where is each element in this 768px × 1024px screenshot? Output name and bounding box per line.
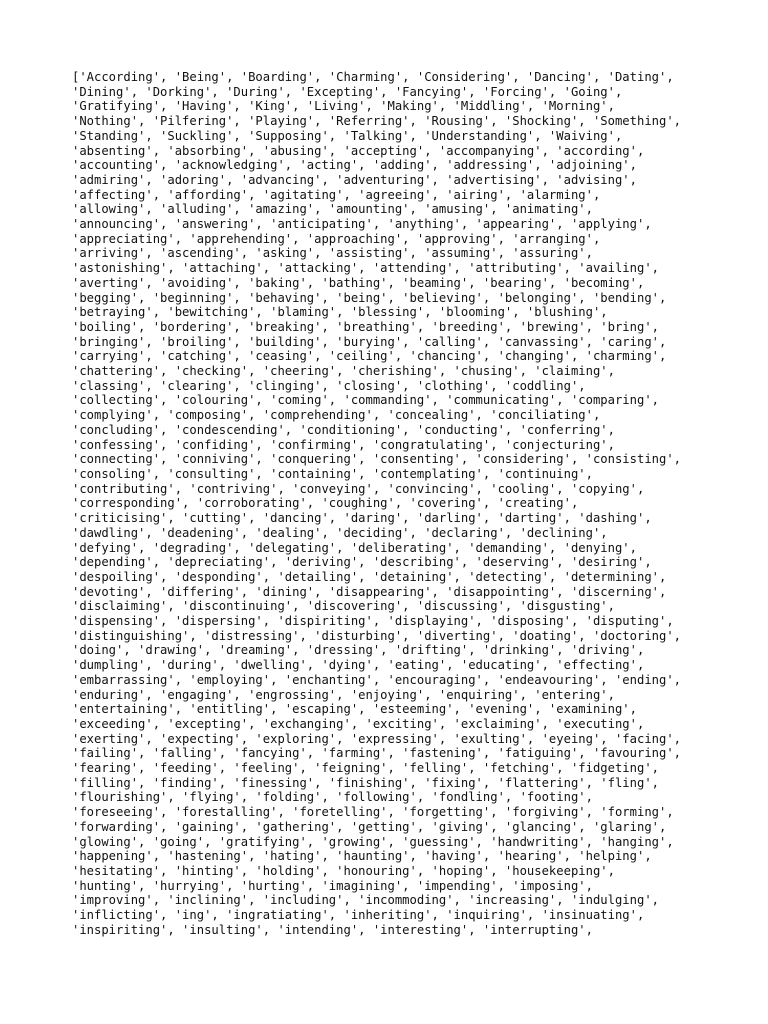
text-line: 'concluding', 'condescending', 'conditioning', 'conducting', 'conferring', xyxy=(72,422,615,437)
text-document xyxy=(72,70,712,937)
text-line: 'confessing', 'confiding', 'confirming', 'congratulating', 'conjecturing', xyxy=(72,437,615,452)
text-line: 'devoting', 'differing', 'dining', 'disappearing', 'disappointing', 'discerning', xyxy=(72,584,667,599)
text-line: 'corresponding', 'corroborating', 'coughing', 'covering', 'creating', xyxy=(72,496,579,511)
text-line: 'Dining', 'Dorking', 'During', 'Excepting', 'Fancying', 'Forcing', 'Going', xyxy=(72,84,623,99)
text-line: 'filling', 'finding', 'finessing', 'finishing', 'fixing', 'flattering', 'fling', xyxy=(72,775,659,790)
text-line: 'distinguishing', 'distressing', 'disturbing', 'diverting', 'doating', 'doctoring', xyxy=(72,628,682,643)
text-line: 'hesitating', 'hinting', 'holding', 'honouring', 'hoping', 'housekeeping', xyxy=(72,863,615,878)
text-line: 'classing', 'clearing', 'clinging', 'closing', 'clothing', 'coddling', xyxy=(72,378,586,393)
text-line: 'exceeding', 'excepting', 'exchanging', 'exciting', 'exclaiming', 'executing', xyxy=(72,716,645,731)
text-line: 'carrying', 'catching', 'ceasing', 'ceiling', 'chancing', 'changing', 'charming', xyxy=(72,349,667,364)
text-line: 'foreseeing', 'forestalling', 'foretelling', 'forgetting', 'forgiving', 'forming', xyxy=(72,805,674,820)
text-line: 'chattering', 'checking', 'cheering', 'cherishing', 'chusing', 'claiming', xyxy=(72,364,615,379)
text-line: 'affecting', 'affording', 'agitating', 'agreeing', 'airing', 'alarming', xyxy=(72,187,601,202)
text-line: 'absenting', 'absorbing', 'abusing', 'accepting', 'accompanying', 'according', xyxy=(72,143,645,158)
text-line: 'fearing', 'feeding', 'feeling', 'feigning', 'felling', 'fetching', 'fidgeting', xyxy=(72,761,659,776)
text-line: 'embarrassing', 'employing', 'enchanting', 'encouraging', 'endeavouring', 'ending', xyxy=(72,672,682,687)
text-line: 'arriving', 'ascending', 'asking', 'assisting', 'assuming', 'assuring', xyxy=(72,246,593,261)
text-line: 'despoiling', 'desponding', 'detailing', 'detaining', 'detecting', 'determining', xyxy=(72,569,667,584)
text-line: 'defying', 'degrading', 'delegating', 'deliberating', 'demanding', 'denying', xyxy=(72,540,637,555)
text-line: 'averting', 'avoiding', 'baking', 'bathing', 'beaming', 'bearing', 'becoming', xyxy=(72,275,645,290)
text-line: ['According', 'Being', 'Boarding', 'Charming', 'Considering', 'Dancing', 'Dating', xyxy=(72,70,674,84)
text-line: 'consoling', 'consulting', 'containing', 'contemplating', 'continuing', xyxy=(72,466,593,481)
text-line: 'forwarding', 'gaining', 'gathering', 'getting', 'giving', 'glancing', 'glaring', xyxy=(72,819,667,834)
text-line: 'bringing', 'broiling', 'building', 'burying', 'calling', 'canvassing', 'caring', xyxy=(72,334,667,349)
text-line: 'collecting', 'colouring', 'coming', 'commanding', 'communicating', 'comparing', xyxy=(72,393,659,408)
text-line: 'criticising', 'cutting', 'dancing', 'daring', 'darling', 'darting', 'dashing', xyxy=(72,511,652,526)
text-line: 'disclaiming', 'discontinuing', 'discovering', 'discussing', 'disgusting', xyxy=(72,599,615,614)
text-line: 'Standing', 'Suckling', 'Supposing', 'Talking', 'Understanding', 'Waiving', xyxy=(72,128,623,143)
text-line: 'boiling', 'bordering', 'breaking', 'breathing', 'breeding', 'brewing', 'bring', xyxy=(72,319,659,334)
text-line: 'allowing', 'alluding', 'amazing', 'amounting', 'amusing', 'animating', xyxy=(72,202,593,217)
text-line: 'inspiriting', 'insulting', 'intending', 'interesting', 'interrupting', xyxy=(72,922,593,937)
text-line: 'dumpling', 'during', 'dwelling', 'dying', 'eating', 'educating', 'effecting', xyxy=(72,658,645,673)
text-line: 'dawdling', 'deadening', 'dealing', 'deciding', 'declaring', 'declining', xyxy=(72,525,608,540)
text-line: 'inflicting', 'ing', 'ingratiating', 'inheriting', 'inquiring', 'insinuating', xyxy=(72,908,645,923)
text-line: 'doing', 'drawing', 'dreaming', 'dressing', 'drifting', 'drinking', 'driving', xyxy=(72,643,645,658)
text-line: 'astonishing', 'attaching', 'attacking', 'attending', 'attributing', 'availing', xyxy=(72,261,659,276)
text-line: 'glowing', 'going', 'gratifying', 'growing', 'guessing', 'handwriting', 'hanging', xyxy=(72,834,674,849)
text-line: 'hunting', 'hurrying', 'hurting', 'imagining', 'impending', 'imposing', xyxy=(72,878,593,893)
text-line: 'begging', 'beginning', 'behaving', 'being', 'believing', 'belonging', 'bending', xyxy=(72,290,667,305)
text-line: 'Nothing', 'Pilfering', 'Playing', 'Referring', 'Rousing', 'Shocking', 'Something', xyxy=(72,114,682,129)
text-line: 'enduring', 'engaging', 'engrossing', 'enjoying', 'enquiring', 'entering', xyxy=(72,687,615,702)
text-line: 'depending', 'depreciating', 'deriving', 'describing', 'deserving', 'desiring', xyxy=(72,555,652,570)
text-line: 'connecting', 'conniving', 'conquering', 'consenting', 'considering', 'consisting', xyxy=(72,452,682,467)
text-line: 'contributing', 'contriving', 'conveying', 'convincing', 'cooling', 'copying', xyxy=(72,481,645,496)
text-line: 'announcing', 'answering', 'anticipating', 'anything', 'appearing', 'applying', xyxy=(72,217,652,232)
text-line: 'Gratifying', 'Having', 'King', 'Living', 'Making', 'Middling', 'Morning', xyxy=(72,99,615,114)
text-line: 'accounting', 'acknowledging', 'acting', 'adding', 'addressing', 'adjoining', xyxy=(72,158,637,173)
text-line: 'flourishing', 'flying', 'folding', 'following', 'fondling', 'footing', xyxy=(72,790,593,805)
text-line: 'failing', 'falling', 'fancying', 'farming', 'fastening', 'fatiguing', 'favouring', xyxy=(72,746,682,761)
text-line: 'improving', 'inclining', 'including', 'incommoding', 'increasing', 'indulging', xyxy=(72,893,659,908)
text-line: 'happening', 'hastening', 'hating', 'haunting', 'having', 'hearing', 'helping', xyxy=(72,849,652,864)
text-line: 'dispensing', 'dispersing', 'dispiriting', 'displaying', 'disposing', 'disputing', xyxy=(72,614,674,629)
text-line: 'betraying', 'bewitching', 'blaming', 'blessing', 'blooming', 'blushing', xyxy=(72,305,608,320)
text-line: 'entertaining', 'entitling', 'escaping', 'esteeming', 'evening', 'examining', xyxy=(72,702,637,717)
text-line: 'complying', 'composing', 'comprehending', 'concealing', 'conciliating', xyxy=(72,408,601,423)
text-line: 'appreciating', 'apprehending', 'approaching', 'approving', 'arranging', xyxy=(72,231,601,246)
text-line: 'exerting', 'expecting', 'exploring', 'expressing', 'exulting', 'eyeing', 'facing', xyxy=(72,731,682,746)
text-line: 'admiring', 'adoring', 'advancing', 'adventuring', 'advertising', 'advising', xyxy=(72,172,637,187)
